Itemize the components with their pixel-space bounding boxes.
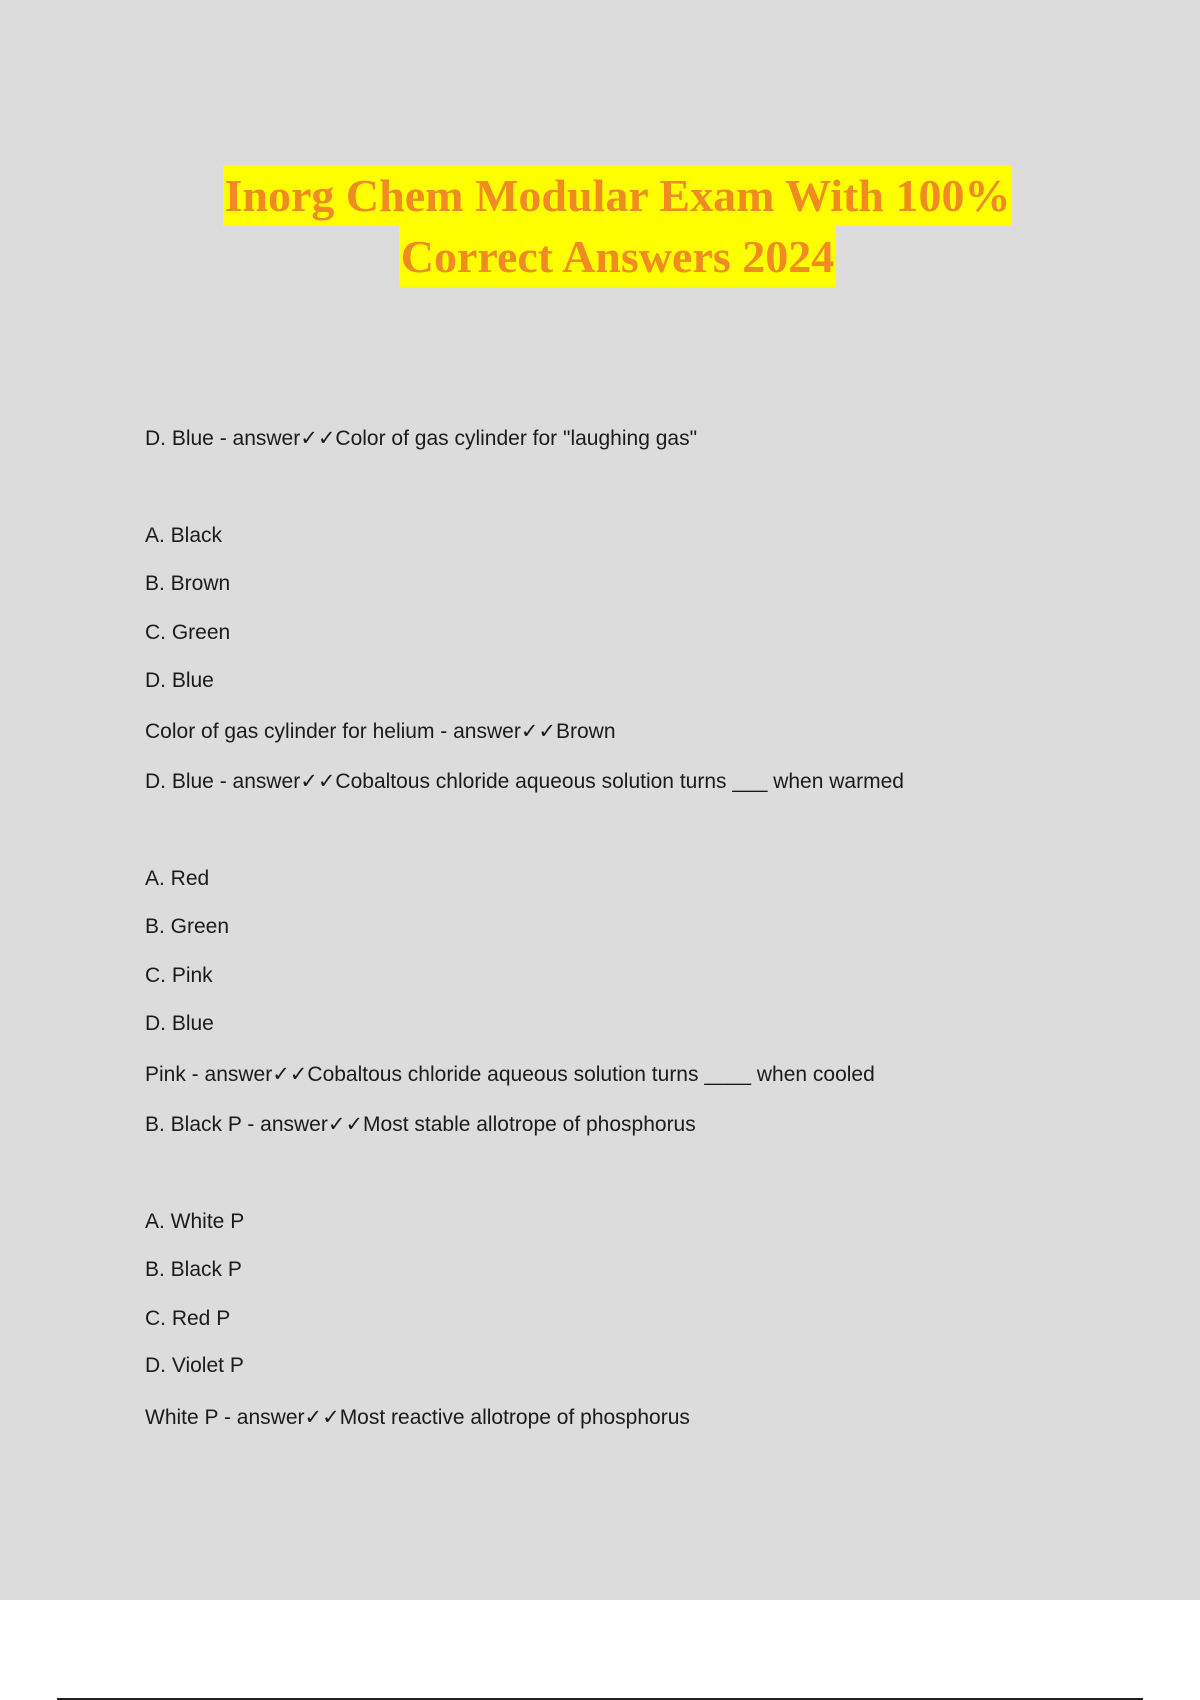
question-line: B. Black P - answer✓✓Most stable allotrope of phosphorus: [145, 1113, 696, 1136]
title-line-1: Inorg Chem Modular Exam With 100%: [223, 165, 1013, 226]
option-line: A. Red: [145, 867, 210, 890]
question-line: Color of gas cylinder for helium - answer✓✓Brown: [145, 720, 616, 743]
document-title: [0, 165, 1200, 287]
title-line-2: Correct Answers 2024: [399, 226, 837, 287]
option-line: D. Blue: [145, 1012, 214, 1035]
option-line: D. Violet P: [145, 1354, 244, 1377]
option-line: B. Black P: [145, 1258, 242, 1281]
option-line: C. Green: [145, 621, 231, 644]
option-line: C. Pink: [145, 964, 213, 987]
option-line: D. Blue: [145, 669, 214, 692]
question-line: Pink - answer✓✓Cobaltous chloride aqueous solution turns ____ when cooled: [145, 1063, 875, 1086]
question-line: D. Blue - answer✓✓Cobaltous chloride aqueous solution turns ___ when warmed: [145, 770, 904, 793]
option-line: C. Red P: [145, 1307, 231, 1330]
option-line: A. White P: [145, 1210, 245, 1233]
question-line: D. Blue - answer✓✓Color of gas cylinder for "laughing gas": [145, 427, 698, 450]
question-line: White P - answer✓✓Most reactive allotrope of phosphorus: [145, 1406, 690, 1429]
option-line: B. Brown: [145, 572, 231, 595]
option-line: B. Green: [145, 915, 230, 938]
option-line: A. Black: [145, 524, 223, 547]
